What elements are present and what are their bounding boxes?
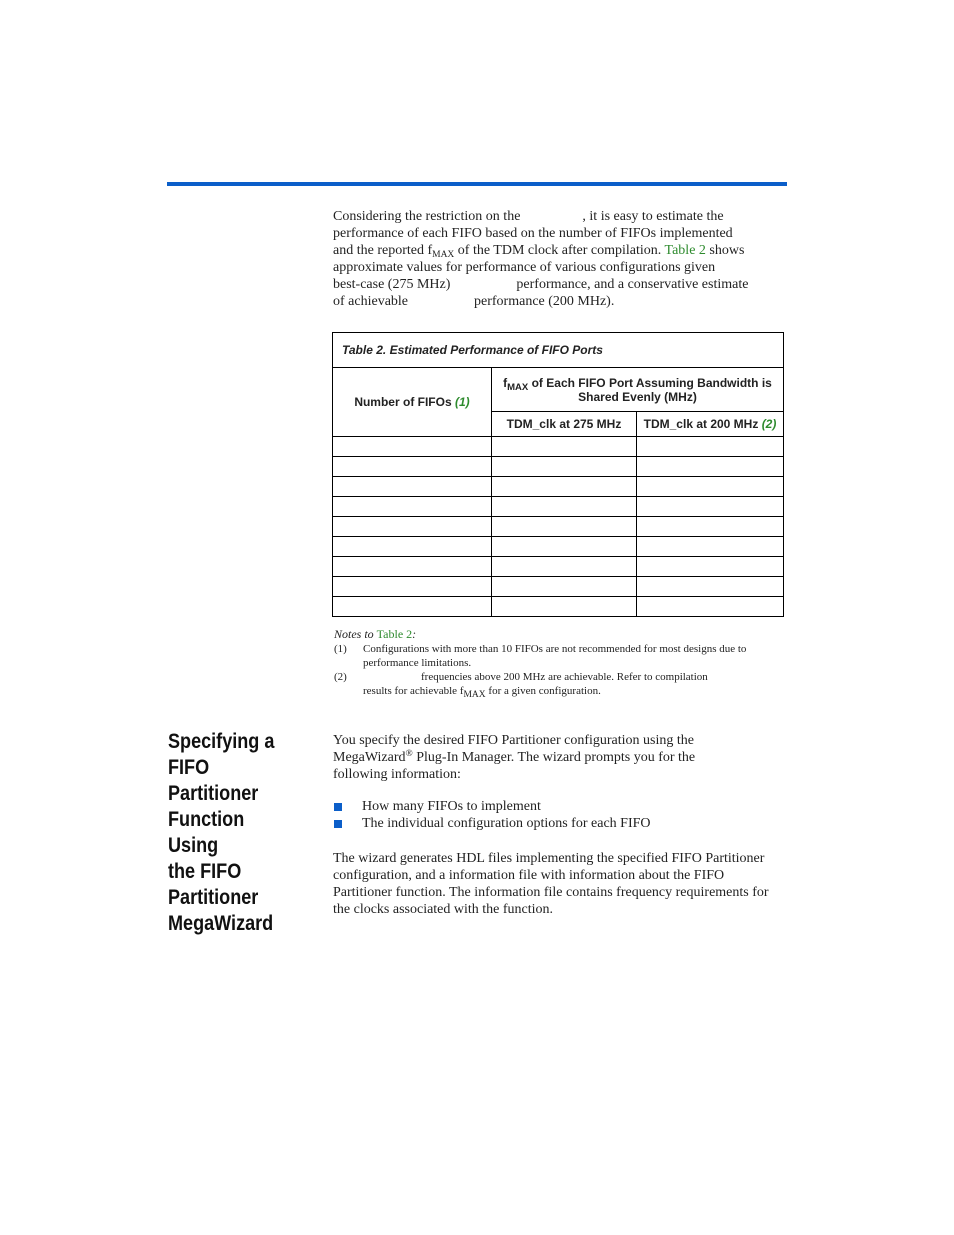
note-2-link[interactable]: (2) <box>761 417 777 431</box>
table-cell <box>637 477 784 497</box>
intro-text: performance (200 MHz). <box>474 294 615 309</box>
heading-line: Partitioner <box>168 782 259 805</box>
table-cell <box>492 437 637 457</box>
note-2 <box>334 670 784 698</box>
table-cell <box>492 477 637 497</box>
heading-line: FIFO <box>168 756 210 779</box>
list-item-text: How many FIFOs to implement <box>362 799 541 814</box>
table-cell <box>637 557 784 577</box>
list-item-text: The individual configuration options for each FIFO <box>362 816 651 831</box>
megawizard-text: MegaWizard <box>333 750 406 765</box>
table-cell <box>333 477 492 497</box>
heading-line: Specifying a <box>168 730 275 753</box>
table-cell <box>637 437 784 457</box>
table-cell <box>333 537 492 557</box>
intro-text: shows <box>705 243 745 258</box>
column-header-275: TDM_clk at 275 MHz <box>492 412 637 437</box>
table-cell <box>637 577 784 597</box>
paragraph-line: You specify the desired FIFO Partitioner configuration using the <box>333 733 694 748</box>
column-header-label: Number of FIFOs <box>354 395 452 409</box>
heading-line: MegaWizard <box>168 912 274 935</box>
table-cell <box>637 597 784 617</box>
note-2-line-2-end: for a given configuration. <box>485 685 601 697</box>
intro-text: approximate values for performance of various configurations given <box>333 260 716 275</box>
notes-table-link[interactable]: Table 2 <box>376 627 413 641</box>
section-paragraph-2: The wizard generates HDL files implementing the specified FIFO Partitioner configuration, and a information file with information about the FIFO Partitioner function. The information file contains frequency requirements for the clocks associated with the function. <box>333 851 769 917</box>
intro-text: performance of each FIFO based on the number of FIFOs implemented <box>333 226 733 241</box>
intro-text: best-case (275 MHz) <box>333 277 451 292</box>
registered-mark: ® <box>405 749 413 759</box>
table-cell <box>333 517 492 537</box>
group-header-subscript: MAX <box>507 381 529 393</box>
heading-line: Partitioner <box>168 886 259 909</box>
table-notes <box>334 627 784 698</box>
note-1-link[interactable]: (1) <box>455 395 470 409</box>
heading-line: Function Using <box>168 808 245 857</box>
table-cell <box>637 517 784 537</box>
table-row <box>333 437 784 457</box>
table-cell <box>492 457 637 477</box>
table-cell <box>492 517 637 537</box>
intro-text: of achievable <box>333 294 409 309</box>
heading-line: the FIFO <box>168 860 242 883</box>
group-header-f: f <box>503 375 508 390</box>
column-group-header <box>492 368 784 412</box>
table-caption: Table 2. Estimated Performance of FIFO Ports <box>333 333 784 368</box>
table-row <box>333 557 784 577</box>
notes-title-prefix: Notes to <box>334 627 377 641</box>
section-heading <box>168 729 297 937</box>
table-row <box>333 477 784 497</box>
column-header-fifo-count <box>333 368 492 437</box>
table-cell <box>333 577 492 597</box>
note-text: Configurations with more than 10 FIFOs are not recommended for most designs due to performance limitations. <box>363 643 747 669</box>
table-body <box>333 437 784 617</box>
table-row <box>333 597 784 617</box>
intro-text: of the TDM clock after compilation. <box>454 243 665 258</box>
bullet-square-icon <box>334 820 342 828</box>
intro-text: and the reported f <box>333 243 433 258</box>
intro-text: Considering the restriction on the <box>333 209 521 224</box>
table-cell <box>637 457 784 477</box>
table-row <box>333 517 784 537</box>
note-2-subscript: MAX <box>463 690 486 700</box>
table-cell <box>333 557 492 577</box>
fifo-performance-table <box>332 332 784 617</box>
table-cell <box>492 537 637 557</box>
note-number: (1) <box>334 643 347 655</box>
intro-text: performance, and a conservative estimate <box>516 277 749 292</box>
bullet-square-icon <box>334 803 342 811</box>
note-number: (2) <box>334 671 347 683</box>
table-cell <box>333 597 492 617</box>
column-header-200 <box>637 412 784 437</box>
intro-text: , it is easy to estimate the <box>582 209 724 224</box>
group-header-label: of Each FIFO Port Assuming Bandwidth is Shared Evenly (MHz) <box>528 375 772 404</box>
paragraph-line <box>333 749 788 766</box>
column-header-label: TDM_clk at 200 MHz <box>643 417 759 431</box>
table-cell <box>333 437 492 457</box>
note-1 <box>334 642 784 670</box>
table-cell <box>333 497 492 517</box>
table-cell <box>492 557 637 577</box>
table-cell <box>492 597 637 617</box>
intro-paragraph <box>333 208 788 310</box>
list-item <box>333 798 788 815</box>
note-text <box>363 670 784 698</box>
table-cell <box>492 577 637 597</box>
table-row <box>333 577 784 597</box>
header-rule <box>167 182 787 186</box>
note-2-line-1: frequencies above 200 MHz are achievable. Refer to compilation <box>421 671 708 683</box>
list-item <box>333 815 788 832</box>
table-cell <box>333 457 492 477</box>
notes-title-suffix: : <box>412 627 417 641</box>
notes-title <box>334 627 784 641</box>
note-2-line-2: results for achievable f <box>363 685 464 697</box>
bullet-list <box>333 798 788 832</box>
section-paragraph-1 <box>333 732 788 783</box>
table-cell <box>492 497 637 517</box>
table-row <box>333 537 784 557</box>
table-row <box>333 457 784 477</box>
table-cell <box>637 497 784 517</box>
table-2-link[interactable]: Table 2 <box>664 243 706 258</box>
fmax-subscript: MAX <box>432 250 455 260</box>
table-row <box>333 497 784 517</box>
paragraph-text: Plug-In Manager. The wizard prompts you for the <box>412 750 696 765</box>
paragraph-line: following information: <box>333 767 461 782</box>
table-cell <box>637 537 784 557</box>
